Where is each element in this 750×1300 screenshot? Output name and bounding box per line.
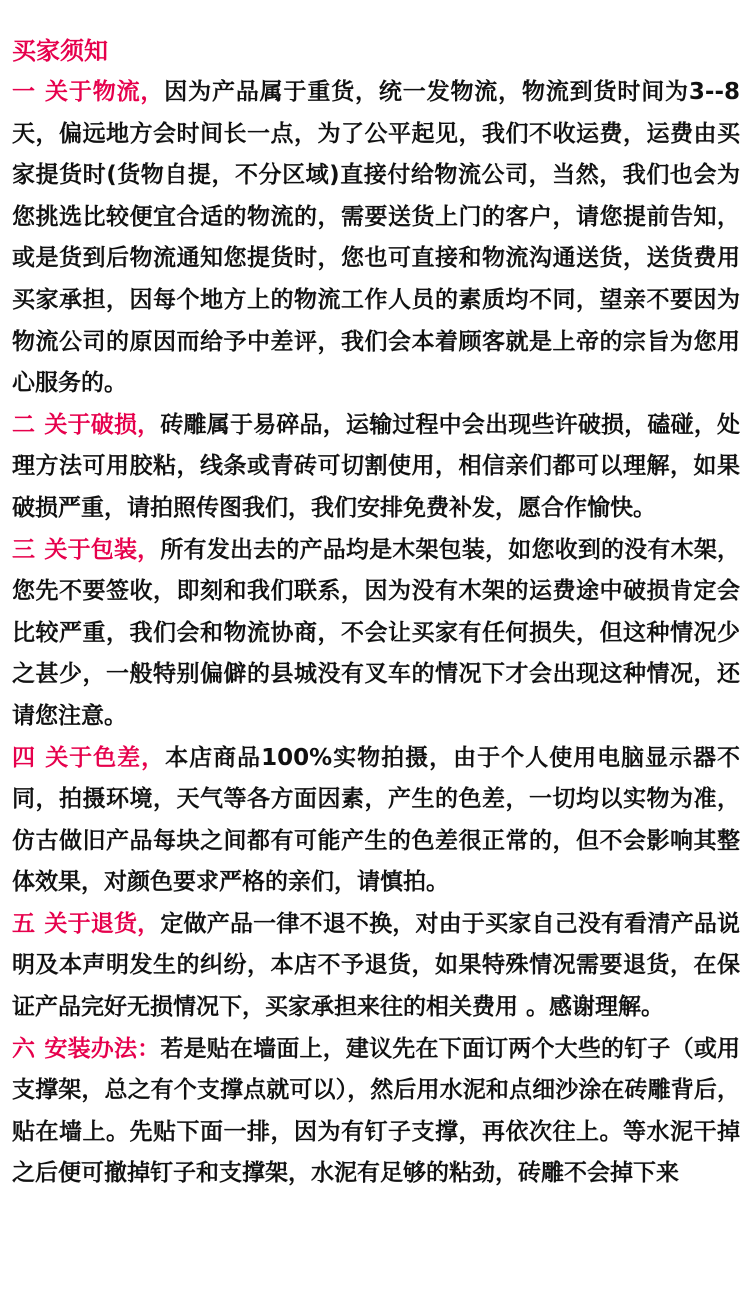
section-body: 定做产品一律不退不换，对由于买家自己没有看清产品说明及本声明发生的纠纷，本店不予退货，如果特殊情况需要退货，在保证产品完好无损情况下，买家承担来往的相关费用 。感谢理解。: [12, 910, 741, 1021]
section-body: 砖雕属于易碎品，运输过程中会出现些许破损，磕碰，处理方法可用胶粘，线条或青砖可切割使用，相信亲们都可以理解，如果破损严重，请拍照传图我们，我们安排免费补发，愿合作愉快。: [12, 411, 741, 521]
section-logistics: [12, 72, 740, 405]
section-number: 六: [12, 1035, 36, 1062]
buyer-notice: [12, 30, 740, 1195]
section-damage: [12, 405, 740, 530]
section-number: 三: [12, 536, 36, 563]
section-body: 所有发出去的产品均是木架包装，如您收到的没有木架，您先不要签收，即刻和我们联系，因为没有木架的运费途中破损肯定会比较严重，我们会和物流协商，不会让买家有任何损失，但这种情况少之甚少，一般特别偏僻的县城没有叉车的情况下才会出现这种情况，还请您注意。: [12, 536, 741, 729]
section-number: 一: [12, 79, 36, 105]
section-number: 五: [12, 910, 36, 937]
section-packaging: [12, 530, 740, 738]
section-returns: [12, 904, 740, 1029]
section-heading: 关于物流，: [45, 79, 165, 105]
section-heading: 关于包装，: [44, 536, 161, 563]
section-body: 若是贴在墙面上，建议先在下面订两个大些的钉子（或用支撑架，总之有个支撑点就可以），然后用水泥和点细沙涂在砖雕背后，贴在墙上。先贴下面一排，因为有钉子支撑，再依次往上。等水泥干掉之后便可撤掉钉子和支撑架，水泥有足够的粘劲，砖雕不会掉下来: [12, 1035, 741, 1187]
section-heading: 安装办法：: [44, 1035, 161, 1062]
section-heading: 关于退货，: [44, 910, 161, 937]
section-number: 四: [12, 744, 36, 771]
section-color-difference: [12, 738, 740, 904]
page-title: 买家须知: [12, 37, 108, 65]
section-installation: [12, 1029, 740, 1195]
section-heading: 关于色差，: [45, 744, 166, 771]
section-body: 因为产品属于重货，统一发物流，物流到货时间为3--8天，偏远地方会时间长一点，为了公平起见，我们不收运费，运费由买家提货时(货物自提，不分区域)直接付给物流公司，当然，我们也会为您挑选比较便宜合适的物流的，需要送货上门的客户，请您提前告知，或是货到后物流通知您提货时，您也可直接和物流沟通送货，送货费用买家承担，因每个地方上的物流工作人员的素质均不同，望亲不要因为物流公司的原因而给予中差评，我们会本着顾客就是上帝的宗旨为您用心服务的。: [12, 79, 741, 397]
section-body: 本店商品100%实物拍摄，由于个人使用电脑显示器不同，拍摄环境，天气等各方面因素，产生的色差，一切均以实物为准，仿古做旧产品每块之间都有可能产生的色差很正常的，但不会影响其整体效果，对颜色要求严格的亲们，请慎拍。: [12, 744, 741, 896]
section-heading: 关于破损，: [44, 411, 161, 438]
section-number: 二: [12, 411, 36, 438]
